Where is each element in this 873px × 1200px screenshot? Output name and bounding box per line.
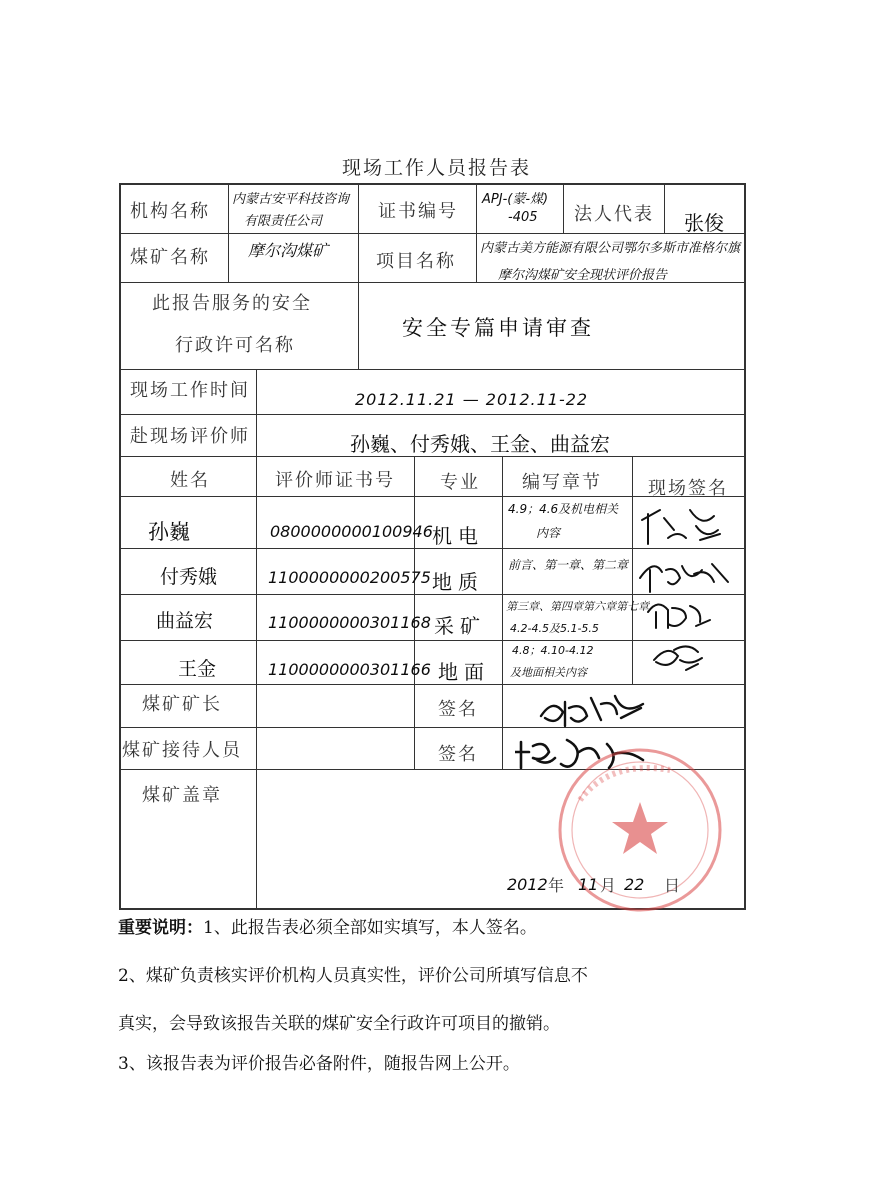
project-name-line2: 摩尔沟煤矿安全现状评价报告 xyxy=(498,268,668,283)
staff-major: 采矿 xyxy=(434,614,486,638)
staff-chapters-1: 第三章、第四章第六章第七章 xyxy=(506,600,649,613)
mine-head-label: 煤矿矿长 xyxy=(142,694,222,715)
mine-head-signature xyxy=(535,690,650,732)
cert-no-line1: APJ-(蒙-煤) xyxy=(482,192,549,207)
staff-chapters-1: 4.8；4.10-4.12 xyxy=(512,644,594,657)
date-day: 22 xyxy=(624,875,645,894)
cert-no-line2: -405 xyxy=(508,210,538,225)
header-major: 专业 xyxy=(440,472,480,493)
note-3: 3、该报告表为评价报告必备附件，随报告网上公开。 xyxy=(118,1054,520,1074)
mine-head-sign-label: 签名 xyxy=(438,699,478,720)
staff-name: 付秀娥 xyxy=(160,566,218,588)
cert-no-label: 证书编号 xyxy=(378,201,458,222)
work-time-value: 2012.11.21 — 2012.11-22 xyxy=(355,390,589,409)
agency-name-line1: 内蒙古安平科技咨询 xyxy=(232,192,350,207)
staff-name: 王金 xyxy=(178,658,217,680)
date-day-unit: 日 xyxy=(664,876,683,895)
note-2b: 真实，会导致该报告关联的煤矿安全行政许可项目的撤销。 xyxy=(118,1014,560,1034)
staff-name: 曲益宏 xyxy=(156,610,214,632)
mine-host-sign-label: 签名 xyxy=(438,744,478,765)
date-month: 11 xyxy=(578,875,599,894)
agency-name-line2: 有限责任公司 xyxy=(244,214,323,229)
staff-chapters-2: 4.2-4.5及5.1-5.5 xyxy=(510,622,599,635)
mine-seal-label: 煤矿盖章 xyxy=(142,785,222,806)
mine-name-label: 煤矿名称 xyxy=(130,247,210,268)
header-signature: 现场签名 xyxy=(648,478,728,499)
license-label-line2: 行政许可名称 xyxy=(175,335,295,356)
onsite-signatures xyxy=(634,500,744,685)
staff-cert: 0800000000100946 xyxy=(270,522,433,541)
legal-rep-value: 张俊 xyxy=(684,211,724,235)
mine-name-value: 摩尔沟煤矿 xyxy=(248,241,329,260)
date-year: 2012 xyxy=(507,875,548,894)
staff-chapters-2: 及地面相关内容 xyxy=(510,666,587,679)
assessors-value: 孙巍、付秀娥、王金、曲益宏 xyxy=(350,432,610,456)
date-month-unit: 月 xyxy=(600,876,619,895)
agency-name-label: 机构名称 xyxy=(130,201,210,222)
staff-major: 机电 xyxy=(432,524,484,548)
project-name-label: 项目名称 xyxy=(376,251,456,272)
mine-host-label: 煤矿接待人员 xyxy=(122,740,242,761)
page-title: 现场工作人员报告表 xyxy=(341,157,531,179)
staff-cert: 1100000000200575 xyxy=(268,568,431,587)
note-2a: 2、煤矿负责核实评价机构人员真实性，评价公司所填写信息不 xyxy=(118,966,588,986)
staff-cert: 1100000000301166 xyxy=(268,660,431,679)
note-1 xyxy=(118,913,537,938)
license-value: 安全专篇申请审查 xyxy=(402,316,594,340)
project-name-line1: 内蒙古美方能源有限公司鄂尔多斯市准格尔旗 xyxy=(480,241,741,256)
legal-rep-label: 法人代表 xyxy=(574,204,654,225)
work-time-label: 现场工作时间 xyxy=(130,380,250,401)
staff-name: 孙巍 xyxy=(148,520,190,544)
staff-major: 地面 xyxy=(438,660,490,684)
staff-chapters-1: 前言、第一章、第二章 xyxy=(508,558,629,572)
note-head: 重要说明： xyxy=(118,918,203,938)
date-year-unit: 年 xyxy=(548,876,567,895)
staff-cert: 1100000000301168 xyxy=(268,613,431,632)
header-chapters: 编写章节 xyxy=(522,472,602,493)
header-name: 姓名 xyxy=(170,470,210,491)
header-cert: 评价师证书号 xyxy=(275,470,395,491)
assessors-label: 赴现场评价师 xyxy=(130,426,250,447)
license-label-line1: 此报告服务的安全 xyxy=(152,293,312,314)
note-1-text: 1、此报告表必须全部如实填写，本人签名。 xyxy=(203,918,537,938)
staff-chapters-1: 4.9；4.6及机电相关 xyxy=(508,502,619,516)
staff-major: 地质 xyxy=(432,570,484,594)
staff-chapters-2: 内容 xyxy=(536,526,561,540)
